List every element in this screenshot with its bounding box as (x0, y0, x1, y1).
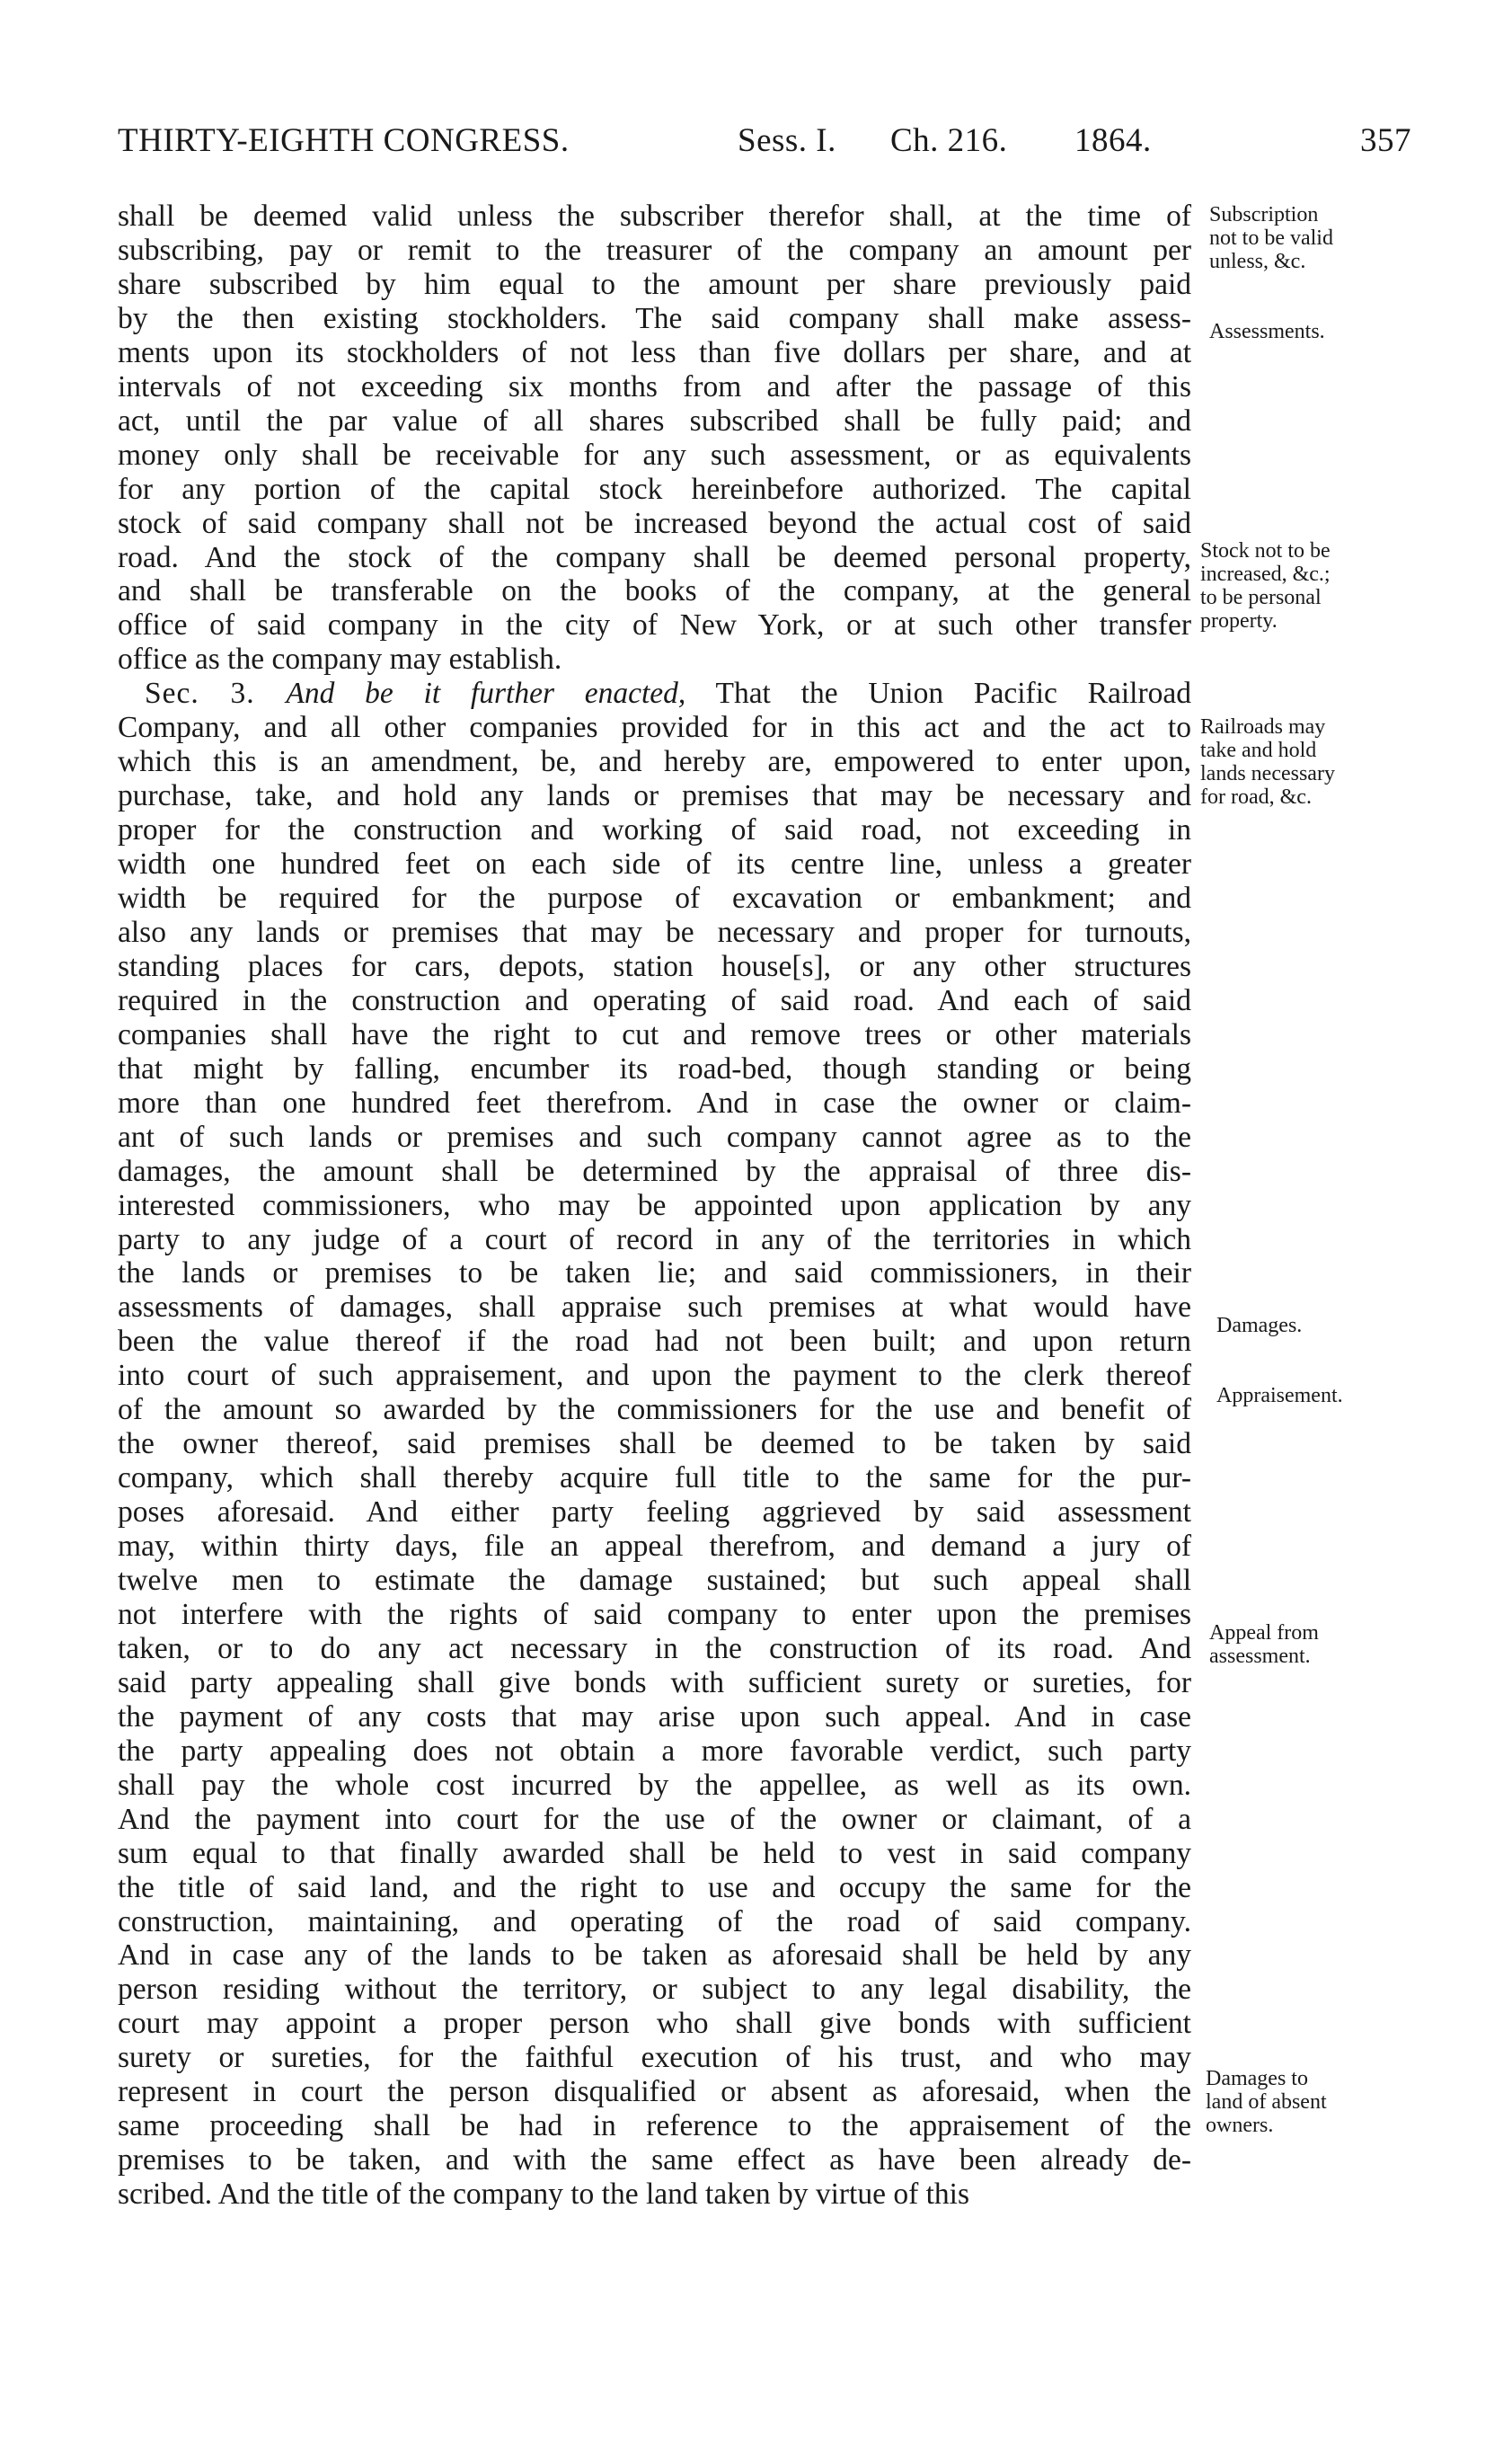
page-number: 357 (1360, 122, 1411, 159)
text-line: money only shall be receivable for any such assessment, or as equivalents (118, 438, 1191, 472)
margin-note-line: Damages to (1206, 2067, 1308, 2090)
text-line: road. And the stock of the company shall be deemed personal property, (118, 540, 1191, 574)
text-line: party to any judge of a court of record in any of the territories in which (118, 1222, 1191, 1256)
text-line: office of said company in the city of New York, or at such other transfer (118, 608, 1191, 643)
margin-note-line: land of absent (1206, 2090, 1327, 2114)
margin-note (1216, 1314, 1302, 1337)
text-line: Company, and all other companies provided for in this act and the act to (118, 711, 1191, 745)
text-line: sum equal to that finally awarded shall be held to vest in said company (118, 1836, 1191, 1870)
text-line: assessments of damages, shall appraise such premises at what would have (118, 1290, 1191, 1325)
margin-note (1200, 715, 1335, 809)
margin-note (1209, 1621, 1319, 1668)
text-line: interested commissioners, who may be appointed upon application by any (118, 1188, 1191, 1222)
margin-note-line: Appraisement. (1216, 1384, 1343, 1407)
text-line: may, within thirty days, file an appeal therefrom, and demand a jury of (118, 1530, 1191, 1564)
text-line: intervals of not exceeding six months from and after the passage of this (118, 369, 1191, 404)
text-line: represent in court the person disqualified or absent as aforesaid, when the (118, 2075, 1191, 2109)
margin-note (1200, 539, 1331, 633)
margin-note-line: not to be valid (1209, 226, 1333, 250)
text-line: shall pay the whole cost incurred by the appellee, as well as its own. (118, 1768, 1191, 1802)
text-line: And the payment into court for the use of the owner or claimant, of a (118, 1802, 1191, 1836)
text-line: stock of said company shall not be increased beyond the actual cost of said (118, 506, 1191, 540)
margin-note-line: owners. (1206, 2114, 1274, 2137)
text-line: companies shall have the right to cut and remove trees or other materials (118, 1017, 1191, 1051)
margin-note-line: to be personal (1200, 586, 1322, 609)
text-line: by the then existing stockholders. The said company shall make assess- (118, 301, 1191, 335)
section-number: Sec. 3. (145, 677, 287, 711)
text-line: the title of said land, and the right to use and occupy the same for the (118, 1870, 1191, 1904)
text-line: that might by falling, encumber its road-bed, though standing or being (118, 1051, 1191, 1086)
margin-note-line: assessment. (1209, 1645, 1311, 1668)
enacting-clause: And be it further enacted, (286, 677, 686, 711)
text-line: company, which shall thereby acquire full title to the same for the pur- (118, 1461, 1191, 1495)
margin-note-line: property. (1200, 609, 1278, 633)
section-text: That the Union Pacific Railroad (685, 677, 1191, 711)
text-line: of the amount so awarded by the commissioners for the use and benefit of (118, 1393, 1191, 1427)
text-line: shall be deemed valid unless the subscriber therefor shall, at the time of (118, 200, 1191, 233)
text-line: width be required for the purpose of excavation or embankment; and (118, 882, 1191, 915)
running-header (118, 121, 1411, 164)
text-line: standing places for cars, depots, station house[s], or any other structures (118, 949, 1191, 983)
text-line: act, until the par value of all shares subscribed shall be fully paid; and (118, 404, 1191, 438)
year-label: 1864. (1074, 122, 1152, 159)
chapter-label: Ch. 216. (890, 122, 1008, 159)
text-line: twelve men to estimate the damage sustained; but such appeal shall (118, 1564, 1191, 1597)
text-line: the owner thereof, said premises shall be deemed to be taken by said (118, 1427, 1191, 1461)
text-line: court may appoint a proper person who shall give bonds with sufficient (118, 2007, 1191, 2041)
text-line: more than one hundred feet therefrom. And in case the owner or claim- (118, 1086, 1191, 1120)
text-line: surety or sureties, for the faithful execution of his trust, and who may (118, 2041, 1191, 2075)
congress-title: THIRTY-EIGHTH CONGRESS. (118, 122, 570, 159)
text-line: ments upon its stockholders of not less than five dollars per share, and at (118, 335, 1191, 369)
margin-note (1206, 2067, 1327, 2137)
margin-note-line: Appeal from (1209, 1621, 1319, 1645)
margin-note-line: Assessments. (1209, 320, 1325, 343)
margin-note (1209, 203, 1333, 273)
margin-note-line: take and hold (1200, 739, 1317, 762)
margin-note-line: lands necessary (1200, 762, 1335, 785)
text-line: office as the company may establish. (118, 643, 562, 677)
text-line: also any lands or premises that may be necessary and proper for turnouts, (118, 915, 1191, 949)
text-line: into court of such appraisement, and upon the payment to the clerk thereof (118, 1359, 1191, 1393)
text-line: ant of such lands or premises and such company cannot agree as to the (118, 1120, 1191, 1154)
margin-note-line: Stock not to be (1200, 539, 1331, 563)
text-line: damages, the amount shall be determined by the appraisal of three dis- (118, 1154, 1191, 1188)
text-line: which this is an amendment, be, and hereby are, empowered to enter upon, (118, 745, 1191, 779)
margin-note-line: increased, &c.; (1200, 563, 1331, 586)
text-line: width one hundred feet on each side of its centre line, unless a greater (118, 847, 1191, 882)
session-label: Sess. I. (738, 122, 836, 159)
text-line: and shall be transferable on the books of the company, at the general (118, 574, 1191, 608)
text-line: purchase, take, and hold any lands or premises that may be necessary and (118, 779, 1191, 813)
text-line: the party appealing does not obtain a more favorable verdict, such party (118, 1734, 1191, 1768)
text-line: taken, or to do any act necessary in the construction of its road. And (118, 1631, 1191, 1665)
text-line: premises to be taken, and with the same effect as have been already de- (118, 2143, 1191, 2177)
margin-note-line: Railroads may (1200, 715, 1326, 739)
text-line: the payment of any costs that may arise upon such appeal. And in case (118, 1699, 1191, 1734)
text-line: proper for the construction and working of said road, not exceeding in (118, 813, 1191, 847)
text-line: poses aforesaid. And either party feeling aggrieved by said assessment (118, 1495, 1191, 1530)
margin-note-line: Subscription (1209, 203, 1319, 226)
text-line: the lands or premises to be taken lie; and said commissioners, in their (118, 1256, 1191, 1290)
text-line (118, 677, 1191, 711)
margin-note (1209, 320, 1325, 343)
text-line: person residing without the territory, or subject to any legal disability, the (118, 1973, 1191, 2007)
text-line: not interfere with the rights of said company to enter upon the premises (118, 1597, 1191, 1631)
margin-note-line: Damages. (1216, 1314, 1303, 1337)
text-line: And in case any of the lands to be taken as aforesaid shall be held by any (118, 1938, 1191, 1973)
text-line: scribed. And the title of the company to the land taken by virtue of this (118, 2177, 970, 2212)
text-line: subscribing, pay or remit to the treasurer of the company an amount per (118, 233, 1191, 267)
text-line: for any portion of the capital stock hereinbefore authorized. The capital (118, 472, 1191, 506)
margin-note-line: for road, &c. (1200, 785, 1312, 809)
margin-note-line: unless, &c. (1209, 250, 1306, 273)
text-line: required in the construction and operating of said road. And each of said (118, 983, 1191, 1017)
text-line: been the value thereof if the road had not been built; and upon return (118, 1325, 1191, 1359)
text-line: share subscribed by him equal to the amount per share previously paid (118, 267, 1191, 301)
text-line: said party appealing shall give bonds with sufficient surety or sureties, for (118, 1665, 1191, 1699)
text-line: same proceeding shall be had in reference to the appraisement of the (118, 2109, 1191, 2143)
margin-note (1216, 1384, 1343, 1407)
text-line: construction, maintaining, and operating of the road of said company. (118, 1904, 1191, 1938)
